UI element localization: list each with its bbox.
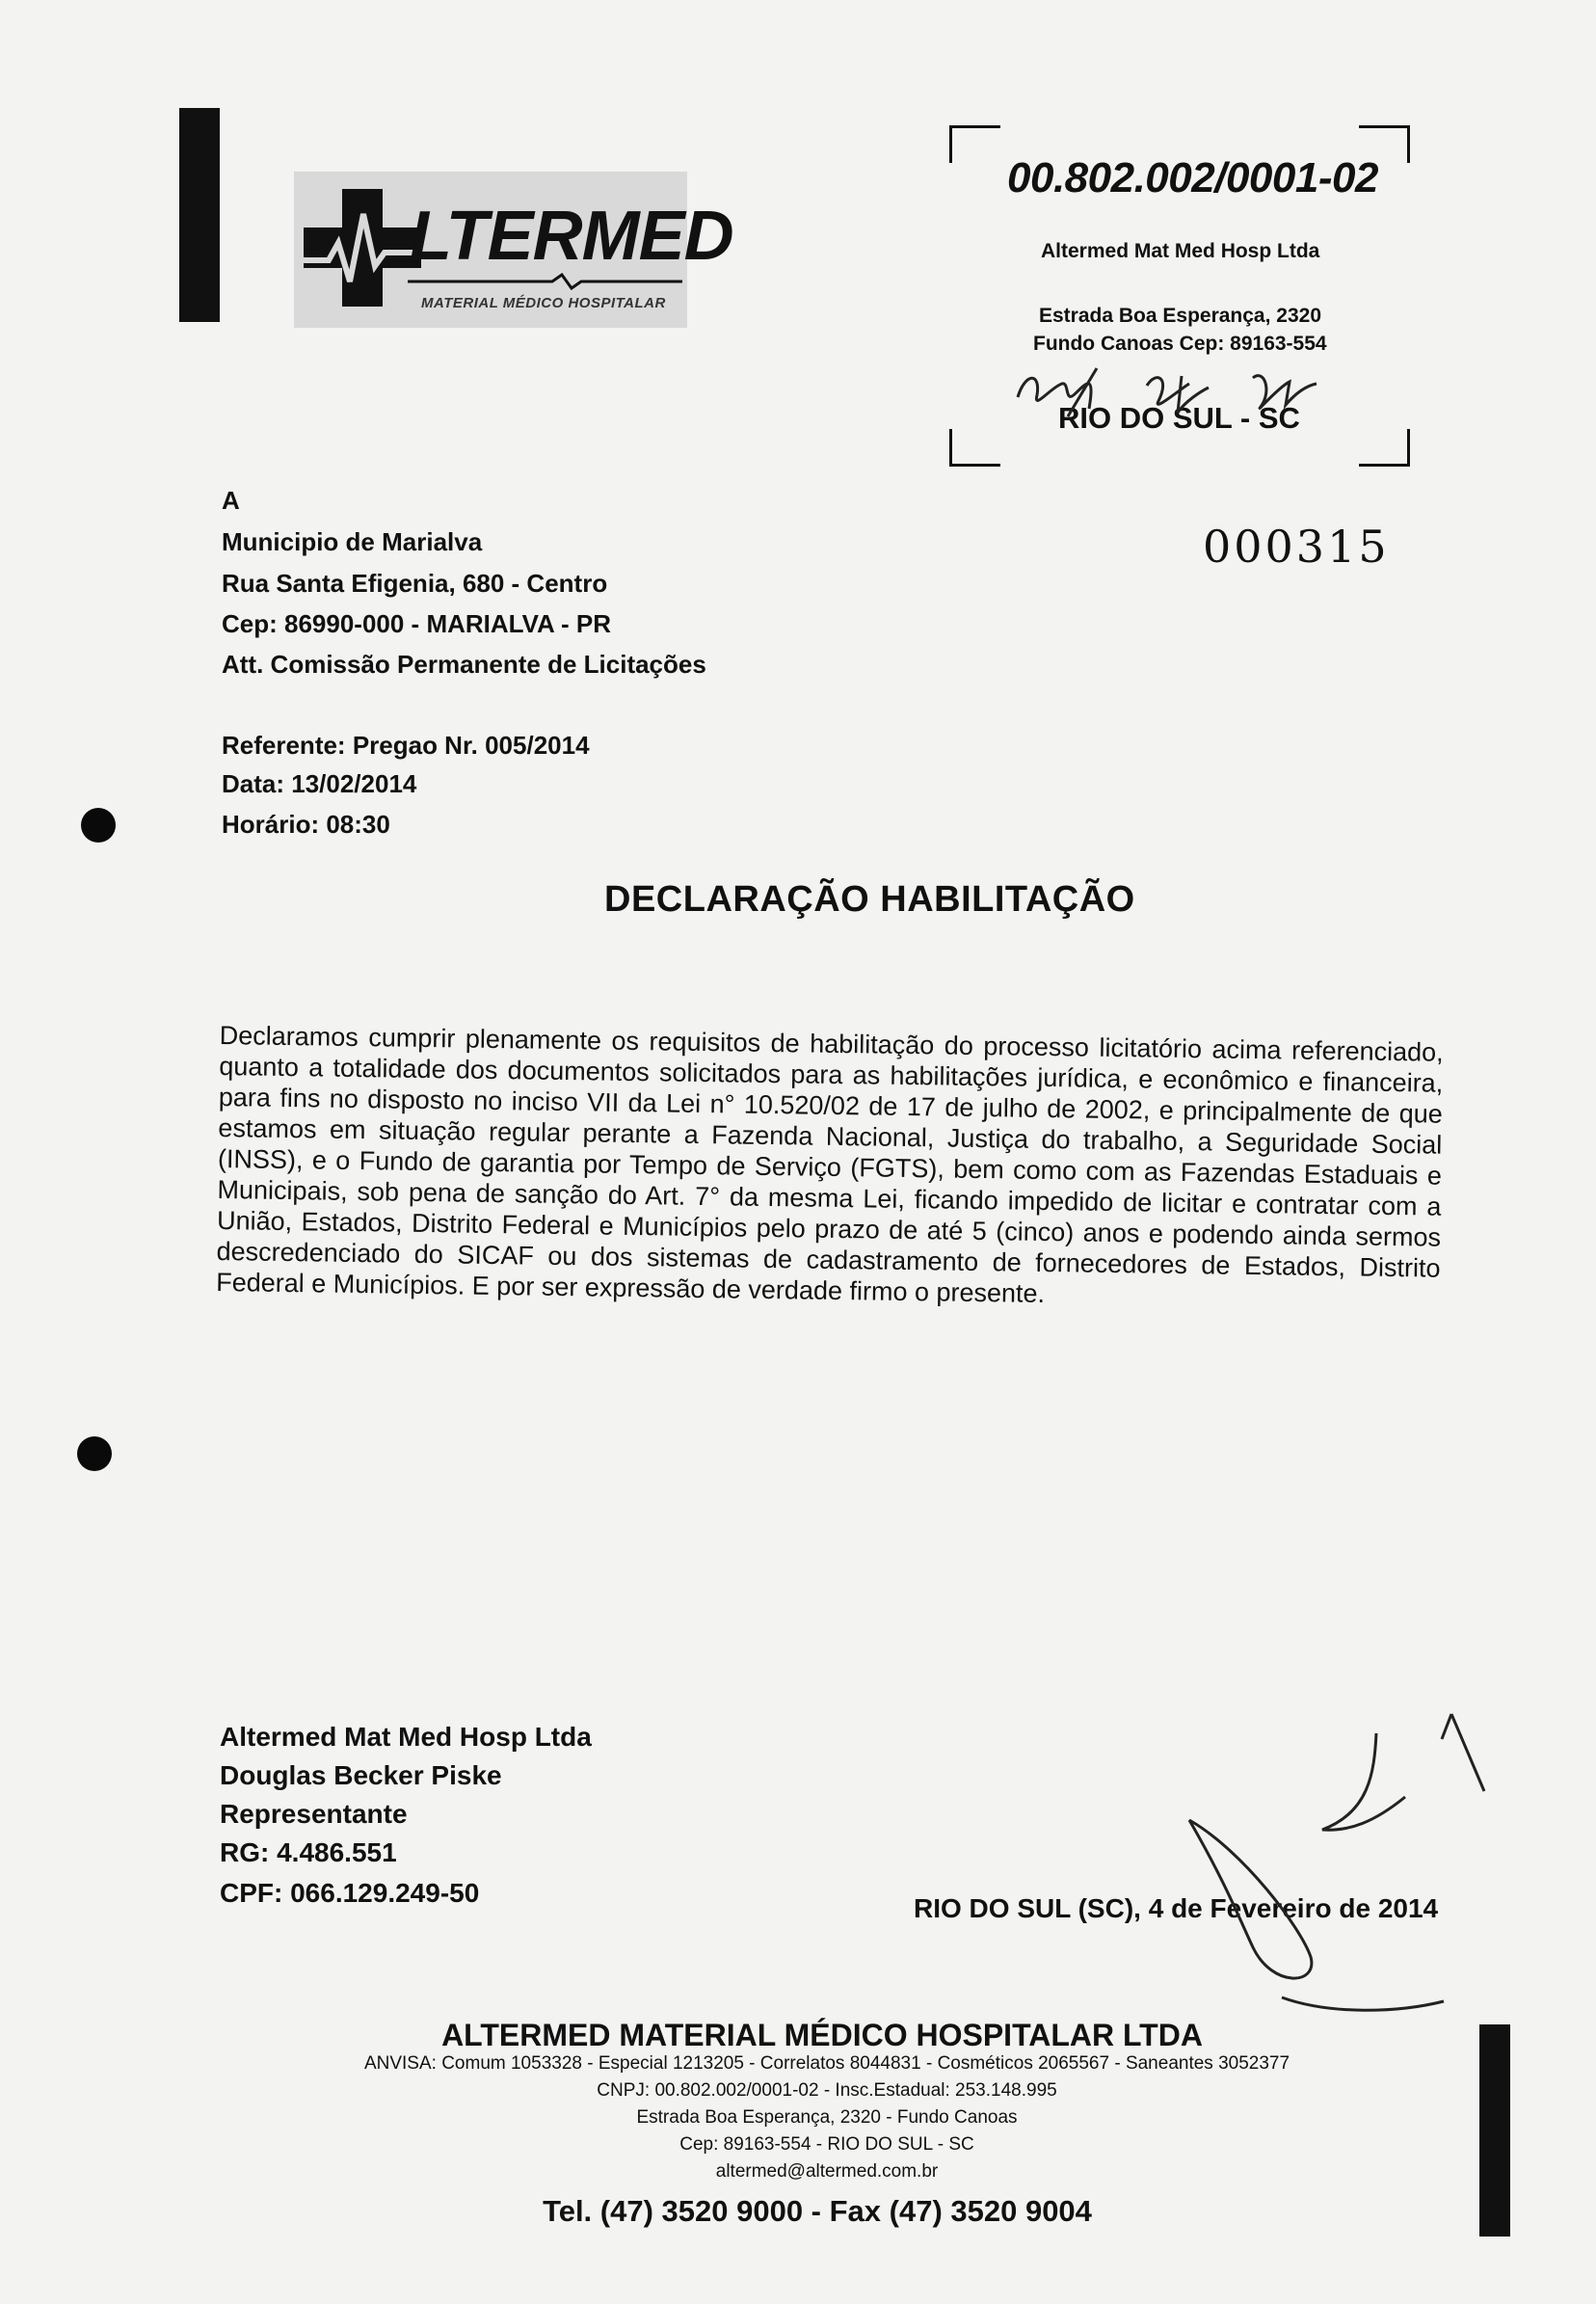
signatory-cpf: CPF: 066.129.249-50 (220, 1878, 480, 1908)
declaration-paragraph: Declaramos cumprir plenamente os requisitos de habilitação do processo licitatório acima referenciado, quanto a totalidade dos documentos solicitados para as habilitações jurídica, e econômico e financeira, para fins no disposto no inciso VII da Lei n° 10.520/02 de 17 de julho de 2002, e principalmente de que estamos em situação regular perante a Fazenda Nacional, Justiça do trabalho, a Seguridade Social (INSS), e o Fundo de garantia por Tempo de Serviço (FGTS), bem como com as Fazendas Estaduais e Municipais, sob pena de sanção do Art. 7° da mesma Lei, ficando impedido de licitar e contratar com a União, Estados, Distrito Federal e Municípios pelo prazo de até 5 (cinco) anos e podendo ainda sermos descredenciado do SICAF ou dos sistemas de cadastramento de fornecedores de Estados, Distrito Federal e Municípios. E por ser expressão de verdade firmo o presente. (215, 1020, 1444, 1308)
footer-company: ALTERMED MATERIAL MÉDICO HOSPITALAR LTDA (441, 2018, 1203, 2052)
reference-pregao: Referente: Pregao Nr. 005/2014 (222, 731, 590, 760)
page-title: DECLARAÇÃO HABILITAÇÃO (604, 879, 1135, 920)
footer-email: altermed@altermed.com.br (715, 2161, 939, 2182)
medical-cross-icon (300, 185, 425, 310)
stamp-corner-bottom-left (949, 429, 1000, 467)
recipient-cep-city: Cep: 86990-000 - MARIALVA - PR (222, 609, 612, 638)
signatory-company: Altermed Mat Med Hosp Ltda (220, 1722, 592, 1752)
scan-edge-bar-top (179, 108, 220, 322)
company-logo (294, 172, 733, 328)
footer-phone: Tel. (47) 3520 9000 - Fax (47) 3520 9004 (543, 2194, 1092, 2228)
handwritten-signature (1185, 1706, 1513, 2034)
footer-address: Estrada Boa Esperança, 2320 - Fundo Canoas (636, 2107, 1018, 2128)
stamp-street: Estrada Boa Esperança, 2320 (1039, 305, 1321, 327)
stamp-company: Altermed Mat Med Hosp Ltda (1041, 240, 1320, 262)
logo-ekg-underline (408, 273, 682, 290)
recipient-name: Municipio de Marialva (222, 527, 483, 556)
document-number: 000315 (1203, 521, 1390, 573)
recipient-prefix: A (222, 486, 240, 515)
signatory-rg: RG: 4.486.551 (220, 1837, 397, 1867)
signatory-name: Douglas Becker Piske (220, 1760, 502, 1790)
recipient-attention: Att. Comissão Permanente de Licitações (222, 650, 706, 679)
reference-time: Horário: 08:30 (222, 810, 390, 839)
stamp-city: RIO DO SUL - SC (1058, 401, 1300, 435)
reference-date: Data: 13/02/2014 (222, 769, 417, 798)
place-and-date: RIO DO SUL (SC), 4 de Fevereiro de 2014 (914, 1893, 1439, 1923)
footer-cnpj-ie: CNPJ: 00.802.002/0001-02 - Insc.Estadual: 253.148.995 (597, 2080, 1057, 2101)
stamp-district-cep: Fundo Canoas Cep: 89163-554 (1033, 333, 1327, 355)
footer-anvisa: ANVISA: Comum 1053328 - Especial 1213205 - Correlatos 8044831 - Cosméticos 2065567 - Saneantes 3052377 (363, 2053, 1290, 2074)
stamp-cnpj: 00.802.002/0001-02 (1007, 154, 1378, 201)
handwritten-signature-stamp (1012, 349, 1359, 438)
logo-wordmark: LTERMED (410, 198, 733, 275)
footer-cep: Cep: 89163-554 - RIO DO SUL - SC (679, 2134, 974, 2155)
signatory-role: Representante (220, 1799, 408, 1829)
stamp-corner-top-left (949, 125, 1000, 163)
recipient-street: Rua Santa Efigenia, 680 - Centro (222, 569, 608, 598)
stamp-corner-bottom-right (1359, 429, 1410, 467)
logo-tagline: MATERIAL MÉDICO HOSPITALAR (421, 295, 666, 311)
punch-hole-upper (81, 808, 116, 843)
punch-hole-lower (77, 1436, 112, 1471)
